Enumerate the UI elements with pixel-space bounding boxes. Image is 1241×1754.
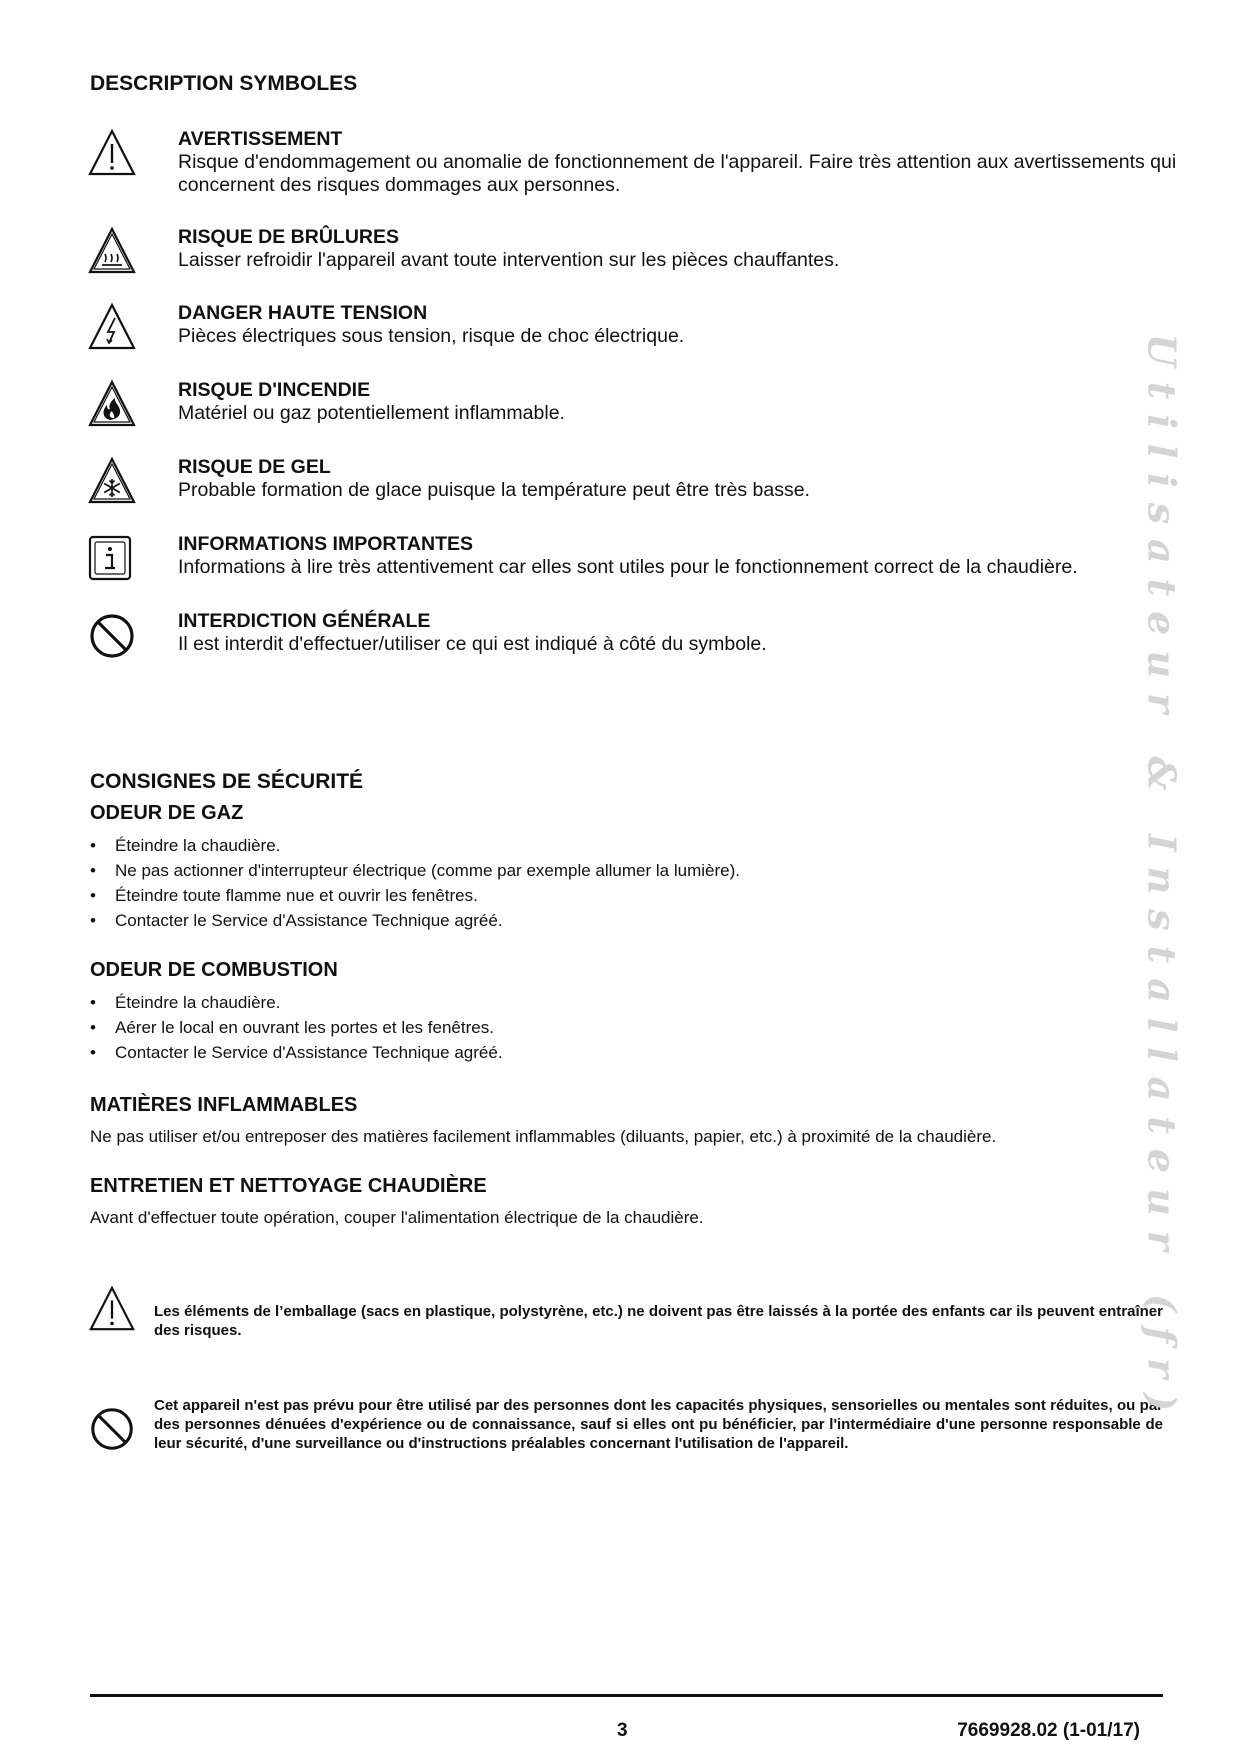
maintenance-heading: ENTRETIEN ET NETTOYAGE CHAUDIÈRE — [90, 1175, 487, 1197]
flammables-heading: MATIÈRES INFLAMMABLES — [90, 1094, 358, 1116]
document-reference: 7669928.02 (1-01/17) — [957, 1720, 1140, 1741]
frost-icon — [88, 456, 136, 508]
symbol-title: RISQUE D'INCENDIE — [178, 379, 371, 401]
symbol-description: Probable formation de glace puisque la température peut être très basse. — [178, 479, 810, 501]
symbol-row-frost — [88, 456, 1148, 526]
list-item: • Aérer le local en ouvrant les portes et les fenêtres. — [90, 1015, 503, 1040]
list-item: • Éteindre toute flamme nue et ouvrir les fenêtres. — [90, 883, 740, 908]
notice-text: Les éléments de l’emballage (sacs en plastique, polystyrène, etc.) ne doivent pas être laissés à la portée des enfants car ils peuvent entraîner des risques. — [154, 1303, 1163, 1339]
maintenance-text: Avant d'effectuer toute opération, couper l'alimentation électrique de la chaudière. — [90, 1208, 704, 1227]
symbol-title: DANGER HAUTE TENSION — [178, 302, 428, 324]
page-number: 3 — [617, 1720, 628, 1741]
symbol-title: INFORMATIONS IMPORTANTES — [178, 533, 474, 555]
list-item: • Contacter le Service d'Assistance Technique agréé. — [90, 1040, 503, 1065]
symbol-row-voltage — [88, 302, 1148, 372]
combustion-odor-list — [90, 990, 503, 1065]
symbols-heading: DESCRIPTION SYMBOLES — [90, 72, 358, 95]
symbol-description: Laisser refroidir l'appareil avant toute intervention sur les pièces chauffantes. — [178, 249, 840, 271]
info-icon — [88, 533, 136, 585]
symbol-title: RISQUE DE GEL — [178, 456, 331, 478]
symbol-description: Matériel ou gaz potentiellement inflammable. — [178, 402, 565, 424]
combustion-odor-heading: ODEUR DE COMBUSTION — [90, 959, 338, 981]
warning-icon — [88, 1285, 136, 1335]
symbol-title: AVERTISSEMENT — [178, 128, 343, 150]
notice-persons — [88, 1396, 1163, 1476]
list-item: • Éteindre la chaudière. — [90, 833, 740, 858]
warning-icon — [88, 128, 136, 180]
symbol-row-prohibition — [88, 610, 1148, 680]
safety-heading: CONSIGNES DE SÉCURITÉ — [90, 770, 364, 793]
list-item: • Ne pas actionner d'interrupteur électrique (comme par exemple allumer la lumière). — [90, 858, 740, 883]
high-voltage-icon — [88, 302, 136, 354]
symbol-row-info — [88, 533, 1148, 603]
symbol-description: Pièces électriques sous tension, risque de choc électrique. — [178, 325, 685, 347]
fire-icon — [88, 379, 136, 431]
symbol-title: INTERDICTION GÉNÉRALE — [178, 610, 431, 632]
symbol-description: Risque d'endommagement ou anomalie de fonctionnement de l'appareil. Faire très attention aux avertissements qui concernent des risques dommages aux personnes. — [178, 151, 1177, 196]
notice-packaging — [88, 1285, 1163, 1345]
symbol-row-warning — [88, 128, 1177, 198]
symbol-description: Il est interdit d'effectuer/utiliser ce qui est indiqué à côté du symbole. — [178, 633, 767, 655]
prohibition-icon — [88, 610, 136, 662]
side-language-label: Utilisateur & Installateur (fr) — [1139, 333, 1185, 1427]
symbol-row-fire — [88, 379, 1148, 449]
notice-text: Cet appareil n'est pas prévu pour être utilisé par des personnes dont les capacités physiques, sensorielles ou mentales sont réduites, ou par des personnes dénuées d'expérience ou de connaissance, sauf si elles ont pu bénéficier, par l'intermédiaire d'une personne responsable de leur sécurité, d'une surveillance ou d'instructions préalables concernant l'utilisation de l'appareil. — [154, 1397, 1163, 1452]
prohibition-icon — [88, 1404, 136, 1454]
symbol-title: RISQUE DE BRÛLURES — [178, 226, 400, 248]
symbol-description: Informations à lire très attentivement car elles sont utiles pour le fonctionnement correct de la chaudière. — [178, 556, 1078, 578]
symbol-row-burn — [88, 226, 1148, 296]
hot-surface-icon — [88, 226, 136, 278]
flammables-text: Ne pas utiliser et/ou entreposer des matières facilement inflammables (diluants, papier, etc.) à proximité de la chaudière. — [90, 1127, 997, 1146]
gas-odor-heading: ODEUR DE GAZ — [90, 802, 244, 824]
list-item: • Éteindre la chaudière. — [90, 990, 503, 1015]
gas-odor-list — [90, 833, 740, 933]
list-item: • Contacter le Service d'Assistance Technique agréé. — [90, 908, 740, 933]
footer-divider — [90, 1694, 1163, 1697]
